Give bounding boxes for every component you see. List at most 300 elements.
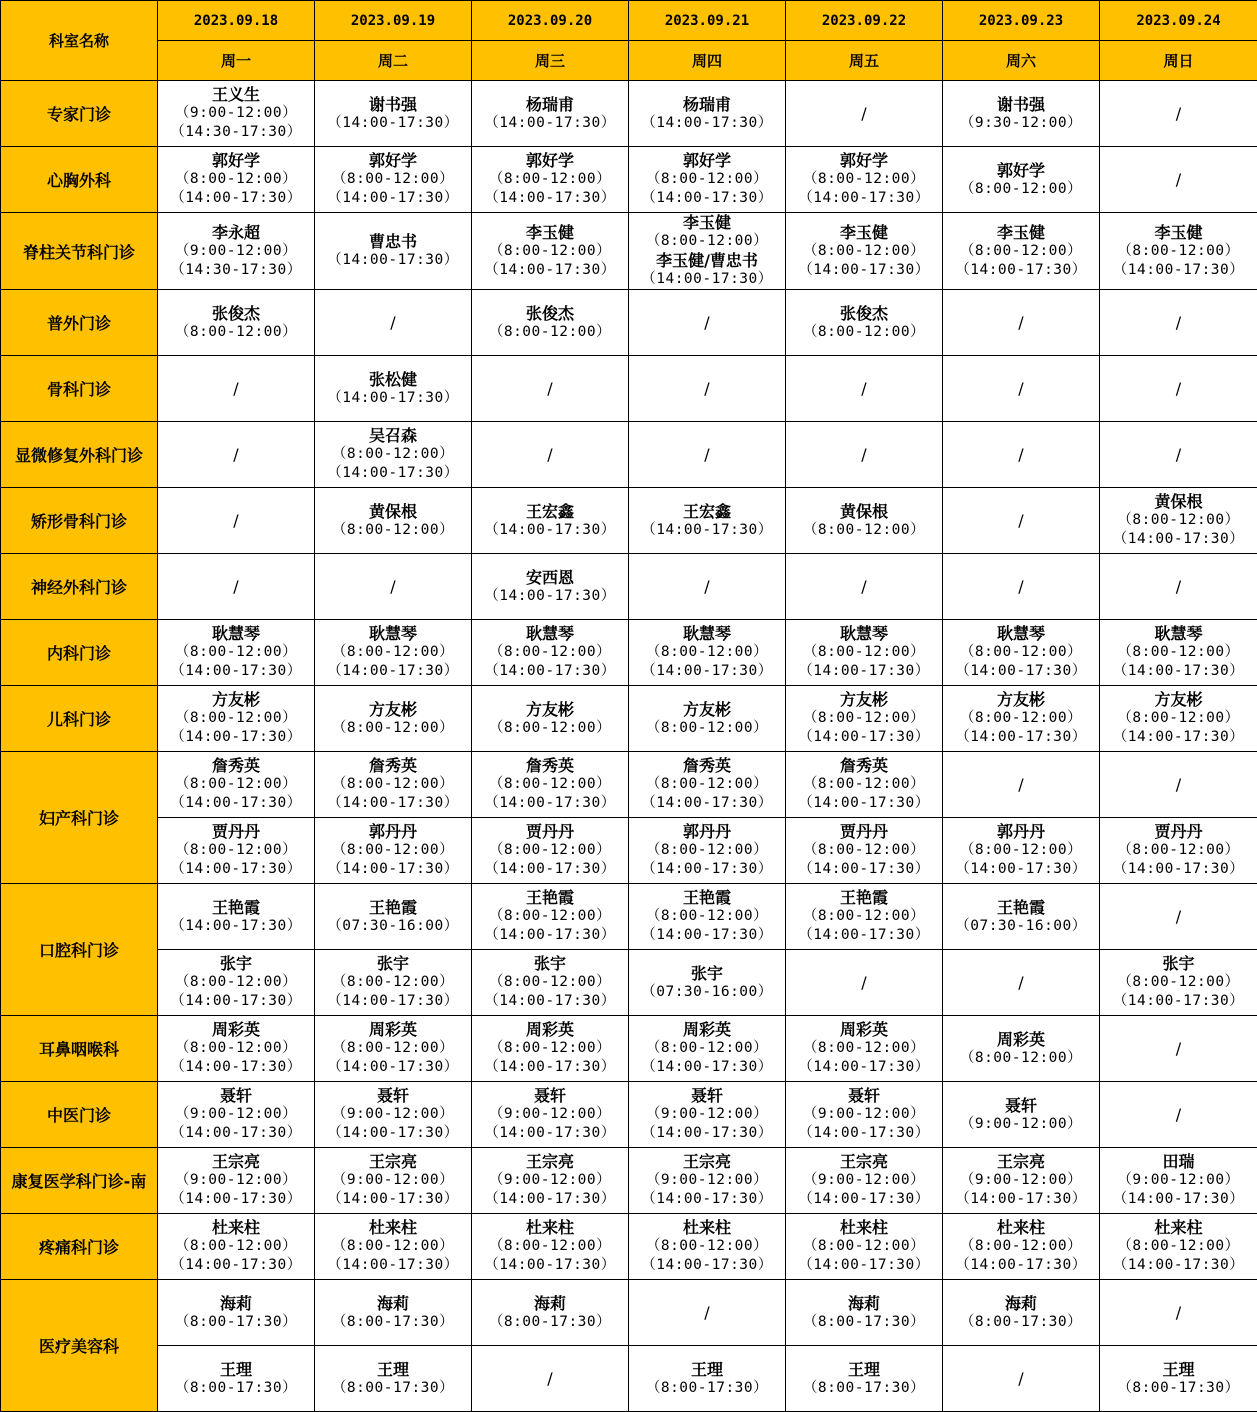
doctor-name: 周彩英 (525, 1020, 574, 1039)
doctor-name: 詹秀英 (368, 756, 417, 775)
schedule-cell (943, 686, 1100, 752)
schedule-cell (315, 950, 472, 1016)
doctor-name: 李玉健/曹忠书 (656, 251, 758, 270)
time-slot: （9:00-12:00） (488, 1172, 612, 1188)
doctor-name: 贾丹丹 (1154, 822, 1203, 841)
doctor-name: 贾丹丹 (839, 822, 888, 841)
doctor-name: 周彩英 (211, 1020, 260, 1039)
doctor-name: 聂轩 (1004, 1095, 1037, 1115)
schedule-cell (1100, 752, 1257, 818)
schedule-cell (315, 1346, 472, 1412)
schedule-cell (315, 884, 472, 950)
schedule-cell (472, 356, 629, 422)
time-slot: （8:00-12:00） (174, 974, 298, 990)
time-slot: （14:00-17:30） (484, 861, 616, 877)
time-slot: （14:00-17:30） (170, 861, 302, 877)
doctor-name: 王宗亮 (996, 1152, 1045, 1171)
schedule-cell (472, 818, 629, 884)
schedule-cell (943, 1016, 1100, 1082)
doctor-name: 谢书强 (996, 94, 1045, 114)
time-slot: （9:00-12:00） (174, 242, 298, 259)
doctor-name: 郭好学 (996, 160, 1045, 180)
schedule-cell (1100, 1148, 1257, 1214)
schedule-cell (315, 213, 472, 290)
time-slot: （8:00-12:00） (802, 1238, 926, 1254)
time-slot: （8:00-12:00） (488, 171, 612, 187)
schedule-cell (786, 818, 943, 884)
no-clinic-mark: / (1175, 576, 1182, 596)
schedule-cell (786, 1148, 943, 1214)
time-slot: （8:00-12:00） (1117, 710, 1240, 726)
weekday-header: 周四 (629, 41, 786, 81)
doctor-name: 贾丹丹 (525, 822, 574, 841)
time-slot: （14:00-17:30） (798, 1125, 930, 1141)
time-slot: （8:00-12:00） (174, 842, 298, 858)
schedule-cell (629, 884, 786, 950)
schedule-cell (158, 752, 315, 818)
department-name: 耳鼻咽喉科 (1, 1016, 158, 1082)
schedule-cell (158, 686, 315, 752)
time-slot: （8:00-12:00） (645, 908, 769, 924)
time-slot: （8:00-17:30） (802, 1313, 926, 1330)
time-slot: （14:00-17:30） (798, 795, 930, 811)
schedule-cell (629, 1082, 786, 1148)
doctor-name: 张宇 (690, 963, 723, 983)
date-header: 2023.09.20 (472, 1, 629, 41)
time-slot: （8:00-12:00） (331, 719, 455, 736)
time-slot: （14:00-17:30） (641, 795, 773, 811)
weekday-header: 周六 (943, 41, 1100, 81)
schedule-cell (472, 488, 629, 554)
table-row (1, 1214, 1257, 1280)
time-slot: （14:00-17:30） (484, 1125, 616, 1141)
time-slot: （9:00-12:00） (645, 1106, 769, 1122)
no-clinic-mark: / (861, 103, 867, 123)
time-slot: （14:00-17:30） (484, 190, 616, 206)
department-name: 疼痛科门诊 (1, 1214, 158, 1280)
time-slot: （14:00-17:30） (484, 663, 616, 679)
time-slot: （8:00-17:30） (1117, 1379, 1240, 1396)
department-name: 中医门诊 (1, 1082, 158, 1148)
department-name: 脊柱关节科门诊 (1, 213, 158, 290)
table-row (1, 1280, 1257, 1346)
time-slot: （14:00-17:30） (1112, 729, 1245, 745)
schedule-cell (1100, 686, 1257, 752)
time-slot: （14:00-17:30） (484, 795, 616, 811)
no-clinic-mark: / (1018, 444, 1024, 464)
doctor-name: 李玉健 (1154, 222, 1203, 242)
schedule-cell (472, 1148, 629, 1214)
weekday-header: 周三 (472, 41, 629, 81)
time-slot: （14:00-17:30） (327, 861, 459, 877)
no-clinic-mark: / (233, 378, 239, 398)
time-slot: （8:00-12:00） (645, 1040, 769, 1056)
table-row (1, 1082, 1257, 1148)
schedule-cell (472, 422, 629, 488)
doctor-name: 王理 (1162, 1359, 1195, 1379)
time-slot: （8:00-12:00） (488, 908, 612, 924)
no-clinic-mark: / (233, 444, 239, 464)
time-slot: （8:00-17:30） (802, 1379, 926, 1396)
schedule-cell (158, 1280, 315, 1346)
time-slot: （07:30-16:00） (955, 917, 1087, 934)
doctor-name: 詹秀英 (839, 756, 888, 775)
table-row (1, 1346, 1257, 1412)
table-row (1, 950, 1257, 1016)
date-header: 2023.09.21 (629, 1, 786, 41)
doctor-name: 王宗亮 (525, 1152, 574, 1171)
schedule-cell (943, 1214, 1100, 1280)
time-slot: （8:00-12:00） (645, 644, 769, 660)
time-slot: （14:00-17:30） (327, 252, 459, 268)
time-slot: （8:00-12:00） (645, 1238, 769, 1254)
time-slot: （14:00-17:30） (641, 190, 773, 206)
time-slot: （8:00-12:00） (1117, 1238, 1240, 1254)
no-clinic-mark: / (1175, 774, 1182, 794)
doctor-name: 李玉健 (682, 213, 731, 232)
no-clinic-mark: / (233, 510, 239, 530)
table-row (1, 1016, 1257, 1082)
table-row (1, 290, 1257, 356)
table-row (1, 81, 1257, 147)
schedule-cell (629, 950, 786, 1016)
no-clinic-mark: / (704, 312, 710, 332)
time-slot: （8:00-12:00） (802, 242, 926, 259)
schedule-cell (315, 1280, 472, 1346)
doctor-name: 聂轩 (376, 1086, 409, 1105)
doctor-name: 吴召森 (368, 426, 417, 445)
time-slot: （9:00-12:00） (174, 1172, 298, 1188)
time-slot: （8:00-12:00） (959, 842, 1083, 858)
doctor-name: 张宇 (533, 954, 566, 973)
time-slot: （14:00-17:30） (955, 1257, 1087, 1273)
time-slot: （8:00-12:00） (331, 842, 455, 858)
doctor-name: 郭丹丹 (682, 822, 731, 841)
schedule-cell (315, 488, 472, 554)
department-name: 骨科门诊 (1, 356, 158, 422)
schedule-cell (315, 818, 472, 884)
schedule-cell (472, 213, 629, 290)
time-slot: （14:00-17:30） (955, 729, 1087, 745)
time-slot: （8:00-12:00） (645, 776, 769, 792)
time-slot: （8:00-12:00） (802, 776, 926, 792)
doctor-name: 李永超 (211, 222, 260, 242)
time-slot: （8:00-12:00） (645, 233, 769, 249)
time-slot: （14:00-17:30） (1112, 531, 1245, 547)
doctor-name: 杜来柱 (525, 1218, 574, 1237)
time-slot: （14:00-17:30） (327, 1059, 459, 1075)
header-row-weekdays (1, 41, 1257, 81)
time-slot: （14:00-17:30） (327, 190, 459, 206)
department-name: 神经外科门诊 (1, 554, 158, 620)
doctor-name: 聂轩 (847, 1086, 880, 1105)
time-slot: （14:00-17:30） (798, 927, 930, 943)
time-slot: （8:00-12:00） (174, 710, 298, 726)
time-slot: （14:00-17:30） (955, 1191, 1087, 1207)
schedule-cell (943, 752, 1100, 818)
time-slot: （14:00-17:30） (484, 927, 616, 943)
time-slot: （9:00-12:00） (959, 1172, 1083, 1188)
table-row (1, 620, 1257, 686)
doctor-name: 聂轩 (690, 1086, 723, 1105)
time-slot: （9:00-12:00） (174, 1106, 298, 1122)
time-slot: （14:00-17:30） (170, 1059, 302, 1075)
schedule-cell (315, 1016, 472, 1082)
schedule-cell (472, 1214, 629, 1280)
time-slot: （14:00-17:30） (170, 1257, 302, 1273)
time-slot: （14:00-17:30） (641, 1125, 773, 1141)
time-slot: （8:00-12:00） (174, 776, 298, 792)
time-slot: （9:00-12:00） (959, 1115, 1083, 1132)
schedule-cell (786, 488, 943, 554)
time-slot: （8:00-12:00） (331, 644, 455, 660)
doctor-name: 杜来柱 (682, 1218, 731, 1237)
doctor-name: 耿慧琴 (525, 624, 574, 643)
doctor-name: 李玉健 (839, 222, 888, 242)
time-slot: （14:00-17:30） (641, 1257, 773, 1273)
table-row (1, 488, 1257, 554)
schedule-cell (786, 1280, 943, 1346)
department-name: 医疗美容科 (1, 1280, 158, 1412)
doctor-name: 海莉 (1004, 1293, 1037, 1313)
doctor-name: 耿慧琴 (839, 624, 888, 643)
time-slot: （14:00-17:30） (641, 114, 773, 131)
time-slot: （9:00-12:00） (802, 1172, 926, 1188)
time-slot: （8:00-17:30） (488, 1313, 612, 1330)
schedule-cell (786, 290, 943, 356)
doctor-name: 张宇 (219, 954, 252, 973)
schedule-cell (158, 1016, 315, 1082)
no-clinic-mark: / (1018, 576, 1024, 596)
schedule-cell (315, 686, 472, 752)
schedule-cell (786, 884, 943, 950)
time-slot: （9:00-12:00） (488, 1106, 612, 1122)
schedule-cell (315, 1082, 472, 1148)
time-slot: （8:00-12:00） (488, 1238, 612, 1254)
doctor-name: 杜来柱 (996, 1218, 1045, 1237)
no-clinic-mark: / (390, 312, 396, 332)
schedule-cell (315, 1148, 472, 1214)
schedule-cell (1100, 81, 1257, 147)
doctor-name: 海莉 (533, 1293, 566, 1313)
table-row (1, 686, 1257, 752)
time-slot: （8:00-17:30） (174, 1379, 298, 1396)
no-clinic-mark: / (1175, 1104, 1182, 1124)
schedule-cell (315, 1214, 472, 1280)
department-name: 心胸外科 (1, 147, 158, 213)
time-slot: （14:00-17:30） (327, 1257, 459, 1273)
schedule-cell (786, 752, 943, 818)
doctor-name: 张俊杰 (525, 303, 574, 323)
time-slot: （14:00-17:30） (641, 861, 773, 877)
schedule-cell (315, 422, 472, 488)
time-slot: （14:00-17:30） (170, 1191, 302, 1207)
no-clinic-mark: / (1175, 378, 1182, 398)
time-slot: （14:00-17:30） (955, 663, 1087, 679)
time-slot: （8:00-12:00） (959, 180, 1083, 197)
schedule-cell (315, 147, 472, 213)
schedule-cell (786, 356, 943, 422)
schedule-cell (1100, 1280, 1257, 1346)
schedule-cell (629, 81, 786, 147)
doctor-name: 安西恩 (525, 567, 574, 587)
doctor-name: 杜来柱 (1154, 1218, 1203, 1237)
time-slot: （14:00-17:30） (170, 1125, 302, 1141)
doctor-name: 方友彬 (996, 690, 1045, 709)
time-slot: （8:00-12:00） (959, 1238, 1083, 1254)
time-slot: （8:00-17:30） (959, 1313, 1083, 1330)
weekday-header: 周日 (1100, 41, 1257, 81)
time-slot: （8:00-12:00） (802, 710, 926, 726)
doctor-name: 杜来柱 (211, 1218, 260, 1237)
schedule-cell (158, 1148, 315, 1214)
schedule-cell (943, 554, 1100, 620)
doctor-name: 耿慧琴 (682, 624, 731, 643)
time-slot: （14:00-17:30） (327, 465, 459, 481)
time-slot: （14:00-17:30） (798, 1191, 930, 1207)
doctor-name: 聂轩 (219, 1086, 252, 1105)
doctor-name: 詹秀英 (211, 756, 260, 775)
time-slot: （9:00-12:00） (645, 1172, 769, 1188)
doctor-name: 方友彬 (211, 690, 260, 709)
time-slot: （8:00-12:00） (802, 171, 926, 187)
doctor-name: 耿慧琴 (1154, 624, 1203, 643)
schedule-cell (1100, 147, 1257, 213)
date-header: 2023.09.18 (158, 1, 315, 41)
no-clinic-mark: / (704, 444, 710, 464)
time-slot: （14:00-17:30） (484, 114, 616, 131)
time-slot: （14:00-17:30） (641, 663, 773, 679)
doctor-name: 王宗亮 (682, 1152, 731, 1171)
time-slot: （8:00-12:00） (331, 776, 455, 792)
doctor-name: 方友彬 (1154, 690, 1203, 709)
time-slot: （8:00-12:00） (645, 842, 769, 858)
schedule-cell (315, 356, 472, 422)
schedule-cell (158, 81, 315, 147)
time-slot: （8:00-17:30） (331, 1313, 455, 1330)
schedule-cell (629, 554, 786, 620)
doctor-name: 王理 (847, 1359, 880, 1379)
schedule-cell (943, 950, 1100, 1016)
no-clinic-mark: / (861, 378, 867, 398)
department-name: 口腔科门诊 (1, 884, 158, 1016)
table-row (1, 213, 1257, 290)
doctor-name: 黄保根 (368, 501, 417, 521)
time-slot: （07:30-16:00） (327, 917, 459, 934)
time-slot: （14:00-17:30） (327, 1191, 459, 1207)
schedule-cell (1100, 488, 1257, 554)
schedule-cell (472, 1016, 629, 1082)
doctor-name: 李玉健 (525, 222, 574, 242)
doctor-name: 方友彬 (682, 699, 731, 719)
schedule-cell (629, 818, 786, 884)
schedule-cell (629, 488, 786, 554)
doctor-name: 张宇 (376, 954, 409, 973)
time-slot: （8:00-17:30） (645, 1379, 769, 1396)
time-slot: （14:30-17:30） (170, 124, 302, 140)
time-slot: （8:00-12:00） (802, 1040, 926, 1056)
doctor-name: 王义生 (211, 85, 260, 104)
table-row (1, 884, 1257, 950)
schedule-cell (1100, 422, 1257, 488)
time-slot: （14:00-17:30） (484, 993, 616, 1009)
time-slot: （8:00-12:00） (331, 171, 455, 187)
time-slot: （14:00-17:30） (798, 861, 930, 877)
schedule-body (1, 1, 1257, 1412)
schedule-cell (629, 290, 786, 356)
time-slot: （14:00-17:30） (641, 927, 773, 943)
doctor-name: 王艳霞 (368, 897, 417, 917)
no-clinic-mark: / (547, 378, 553, 398)
doctor-name: 张松健 (368, 369, 417, 389)
time-slot: （8:00-12:00） (174, 1040, 298, 1056)
time-slot: （14:00-17:30） (170, 729, 302, 745)
schedule-cell (158, 884, 315, 950)
doctor-name: 田瑞 (1162, 1152, 1195, 1171)
doctor-name: 王艳霞 (839, 888, 888, 907)
doctor-name: 王宏鑫 (525, 501, 574, 521)
doctor-name: 王理 (690, 1359, 723, 1379)
time-slot: （14:00-17:30） (1112, 1257, 1245, 1273)
time-slot: （14:30-17:30） (170, 261, 302, 278)
schedule-cell (629, 147, 786, 213)
no-clinic-mark: / (1175, 1302, 1182, 1322)
schedule-cell (158, 213, 315, 290)
doctor-name: 耿慧琴 (996, 624, 1045, 643)
time-slot: （14:00-17:30） (798, 190, 930, 206)
schedule-cell (943, 1346, 1100, 1412)
schedule-cell (943, 1148, 1100, 1214)
schedule-cell (1100, 1346, 1257, 1412)
time-slot: （9:00-12:00） (1117, 1172, 1240, 1188)
schedule-cell (472, 1346, 629, 1412)
time-slot: （8:00-12:00） (331, 1040, 455, 1056)
time-slot: （14:00-17:30） (327, 114, 459, 131)
time-slot: （8:00-12:00） (1117, 842, 1240, 858)
schedule-cell (629, 213, 786, 290)
time-slot: （9:00-12:00） (802, 1106, 926, 1122)
time-slot: （14:00-17:30） (170, 190, 302, 206)
schedule-cell (629, 686, 786, 752)
schedule-cell (472, 752, 629, 818)
schedule-cell (786, 213, 943, 290)
doctor-name: 王宗亮 (368, 1152, 417, 1171)
time-slot: （07:30-16:00） (641, 983, 773, 1000)
no-clinic-mark: / (1175, 906, 1182, 926)
time-slot: （8:00-12:00） (488, 842, 612, 858)
time-slot: （9:30-12:00） (959, 114, 1083, 131)
time-slot: （14:00-17:30） (170, 917, 302, 934)
schedule-cell (1100, 1016, 1257, 1082)
schedule-cell (472, 290, 629, 356)
doctor-name: 王理 (219, 1359, 252, 1379)
doctor-name: 耿慧琴 (211, 624, 260, 643)
table-row (1, 422, 1257, 488)
schedule-cell (158, 356, 315, 422)
schedule-cell (629, 1148, 786, 1214)
time-slot: （8:00-17:30） (331, 1379, 455, 1396)
time-slot: （14:00-17:30） (641, 521, 773, 538)
time-slot: （14:00-17:30） (484, 261, 616, 278)
schedule-cell (1100, 950, 1257, 1016)
doctor-name: 张宇 (1162, 954, 1195, 973)
no-clinic-mark: / (861, 972, 867, 992)
schedule-cell (943, 488, 1100, 554)
schedule-cell (629, 620, 786, 686)
time-slot: （8:00-12:00） (1117, 512, 1240, 528)
schedule-cell (786, 686, 943, 752)
header-row-dates (1, 1, 1257, 41)
